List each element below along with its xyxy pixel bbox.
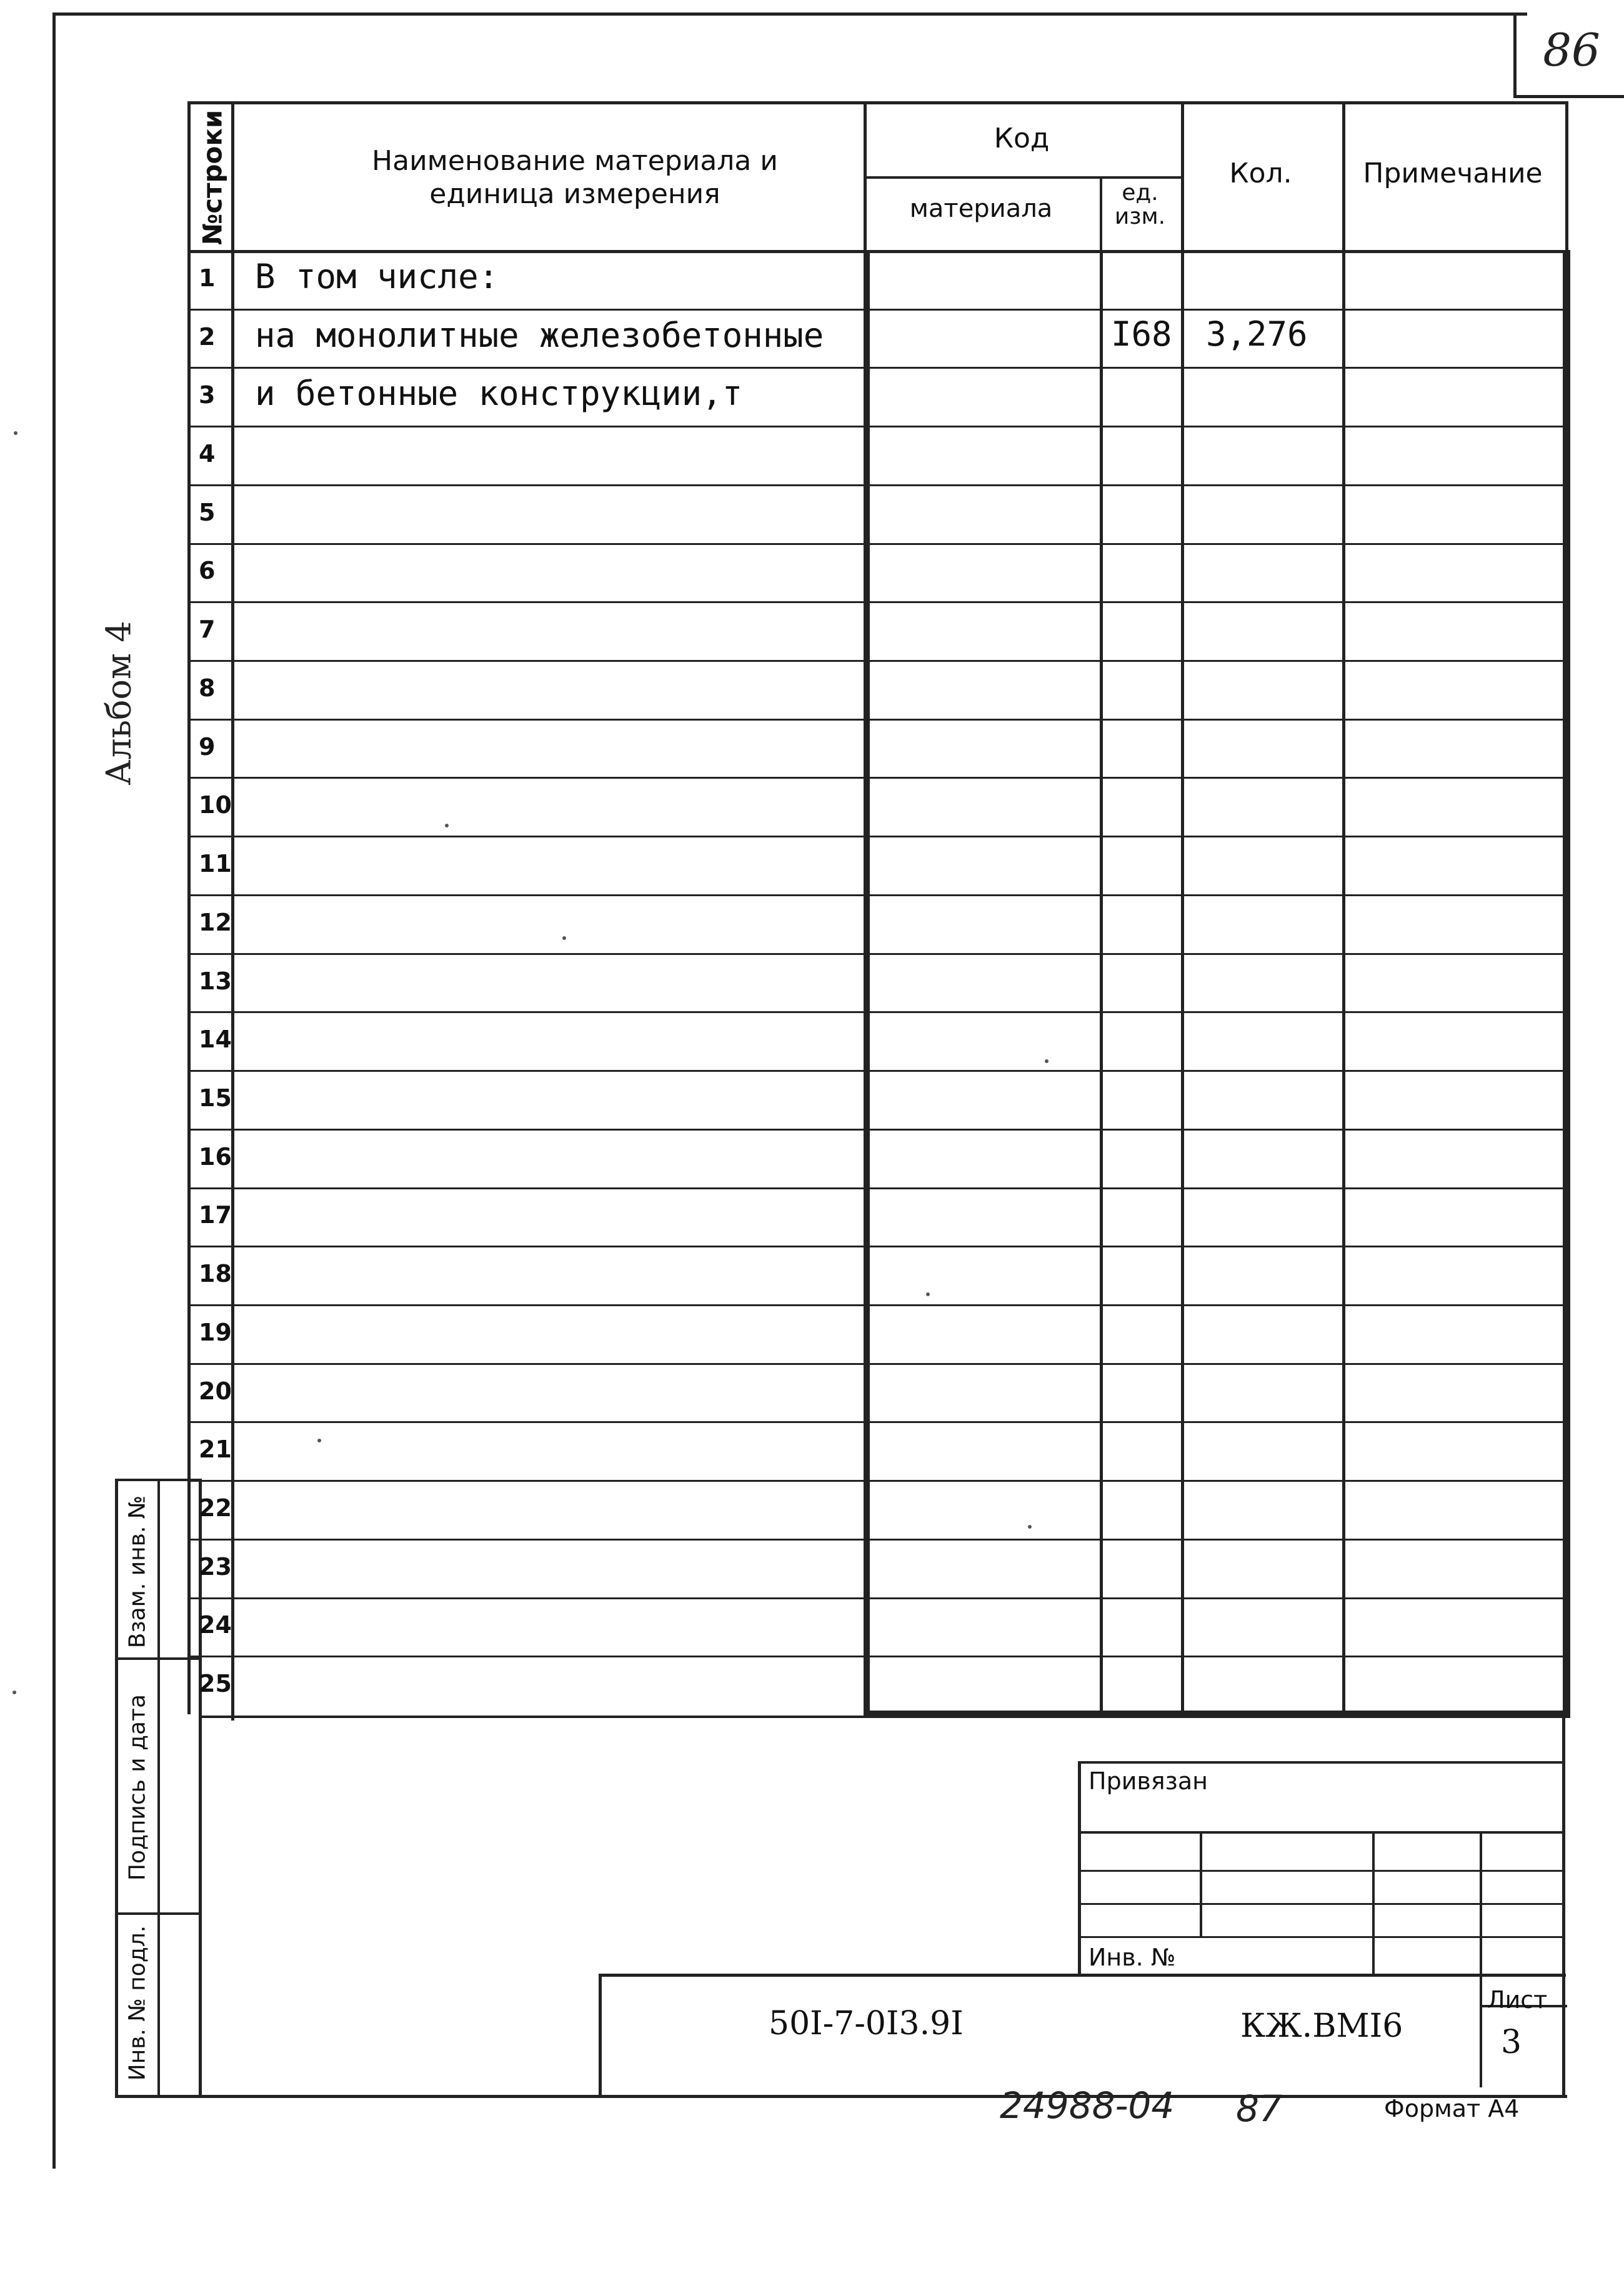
header-material-code: материала — [909, 194, 1053, 223]
header-row-number — [194, 111, 231, 244]
row-divider — [187, 426, 1565, 427]
thick-frame-right — [1563, 250, 1570, 1714]
row-number: 5 — [199, 498, 216, 526]
row-divider — [187, 836, 1565, 837]
scan-speck — [445, 824, 449, 827]
document-code: 50I-7-0I3.9I — [769, 2005, 964, 2042]
row-number: 10 — [199, 791, 232, 819]
header-note: Примечание — [1363, 157, 1543, 189]
row-number: 15 — [199, 1084, 232, 1112]
row-divider — [187, 601, 1565, 603]
linked-block-row — [1078, 1936, 1565, 1938]
row-divider — [187, 953, 1565, 955]
scan-speck — [1028, 1525, 1032, 1529]
row-number: 12 — [199, 908, 232, 936]
row-divider — [187, 660, 1565, 662]
row-number: 25 — [199, 1670, 232, 1698]
thick-frame-left — [864, 250, 870, 1714]
row-divider — [187, 777, 1565, 779]
stamp-signature-date — [117, 1662, 157, 1912]
linked-block-row — [1078, 1903, 1565, 1905]
header-bottom-border — [187, 250, 231, 253]
row-divider — [187, 1246, 1565, 1247]
row-divider — [187, 1597, 1565, 1599]
linked-block-top — [1078, 1761, 1565, 1764]
row-number: 20 — [199, 1377, 232, 1405]
row-number: 18 — [199, 1260, 232, 1288]
row-divider — [187, 719, 1565, 721]
scan-speck — [926, 1292, 930, 1296]
row-number: 14 — [199, 1026, 232, 1054]
page-frame-left — [52, 12, 56, 2169]
quantity-column-border — [1181, 250, 1184, 1714]
row-number: 23 — [199, 1552, 232, 1581]
stamp-strip-inner — [157, 1479, 160, 2097]
inv-number-label: Инв. № — [1088, 1944, 1176, 1971]
unit-column-border — [1100, 250, 1103, 1714]
row-number: 22 — [199, 1494, 232, 1522]
page-number: 86 — [1543, 24, 1600, 76]
row-number: 16 — [199, 1142, 232, 1171]
stamp-signature-date-text: Подпись и дата — [124, 1694, 151, 1881]
row-divider — [187, 367, 1565, 369]
sheet-code: КЖ.ВМI6 — [1240, 2007, 1403, 2045]
linked-label: Привязан — [1088, 1767, 1208, 1795]
title-block-top — [599, 1974, 1566, 1977]
row-number: 7 — [199, 616, 216, 644]
scan-speck — [1045, 1059, 1049, 1063]
header-quantity: Кол. — [1229, 157, 1292, 189]
row-divider — [187, 1070, 1565, 1072]
unit-code-cell: I68 — [1111, 314, 1172, 354]
lower-area-bottom — [199, 2095, 1567, 2098]
stamp-inv-original-text: Инв. № подл. — [124, 1925, 151, 2081]
page-frame-top — [52, 12, 1527, 16]
sheet-number: 3 — [1501, 2024, 1522, 2061]
scan-speck — [562, 936, 566, 940]
header-bottom-border — [231, 250, 1565, 253]
material-name-cell: на монолитные железобетонные — [255, 315, 824, 355]
scan-speck — [12, 1691, 16, 1694]
header-row-number-text: №строки — [197, 109, 228, 246]
material-name-cell: и бетонные конструкции,т — [255, 374, 743, 414]
stamp-inv-original — [117, 1912, 157, 2094]
linked-block-col — [1200, 1831, 1202, 1937]
album-label-text: Альбом 4 — [99, 621, 139, 786]
linked-block-col — [1372, 1831, 1375, 1975]
row-divider — [187, 1656, 1565, 1657]
header-code-split — [864, 176, 1181, 179]
row-divider — [187, 1129, 1565, 1131]
lower-area-top — [199, 1716, 1567, 1718]
row-divider — [187, 543, 1565, 545]
stamp-replace-inv-text: Взам. инв. № — [124, 1495, 151, 1649]
row-number: 2 — [199, 322, 216, 351]
handwritten-page-number: 87 — [1236, 2087, 1282, 2130]
row-divider — [187, 1187, 1565, 1189]
row-number: 8 — [199, 674, 216, 702]
header-unit: ед. изм. — [1114, 180, 1166, 229]
row-number: 11 — [199, 850, 232, 878]
header-code: Код — [994, 122, 1050, 154]
format-label: Формат А4 — [1384, 2095, 1520, 2122]
header-right-border — [1565, 101, 1568, 250]
row-number: 19 — [199, 1318, 232, 1346]
linked-block-divider — [1078, 1831, 1565, 1834]
scan-speck — [14, 431, 17, 435]
table-left-border — [187, 101, 191, 1714]
row-divider — [187, 894, 1565, 896]
header-top-border — [187, 101, 1565, 104]
linked-block-left — [1078, 1761, 1081, 1974]
material-name-cell: В том числе: — [255, 256, 499, 296]
row-number: 4 — [199, 440, 216, 468]
linked-block-col — [1480, 1831, 1482, 2087]
row-divider — [187, 1421, 1565, 1423]
handwritten-archive-number: 24988-04 — [1000, 2084, 1175, 2127]
row-divider — [187, 484, 1565, 486]
note-column-border — [1342, 250, 1345, 1714]
row-divider — [187, 1011, 1565, 1013]
row-number: 24 — [199, 1611, 232, 1639]
sheet-label: Лист — [1487, 1986, 1548, 2014]
row-number: 21 — [199, 1436, 232, 1464]
quantity-cell: 3,276 — [1206, 314, 1308, 354]
linked-block-row — [1078, 1870, 1565, 1872]
row-number: 3 — [199, 381, 216, 409]
row-divider — [187, 1363, 1565, 1365]
row-number: 6 — [199, 557, 216, 585]
row-number: 9 — [199, 732, 216, 761]
title-block-left — [599, 1974, 602, 2097]
header-name: Наименование материала и единица измерения — [372, 145, 778, 210]
scan-speck — [317, 1439, 321, 1442]
row-divider — [187, 309, 1565, 311]
row-number: 13 — [199, 967, 232, 995]
row-number: 17 — [199, 1201, 232, 1229]
row-divider — [187, 1539, 1565, 1541]
album-label — [94, 621, 144, 786]
lower-area-right — [1562, 1716, 1565, 2097]
row-number: 1 — [199, 264, 216, 292]
row-divider — [187, 1480, 1565, 1482]
stamp-replace-inv — [117, 1481, 157, 1662]
row-divider — [187, 1304, 1565, 1306]
